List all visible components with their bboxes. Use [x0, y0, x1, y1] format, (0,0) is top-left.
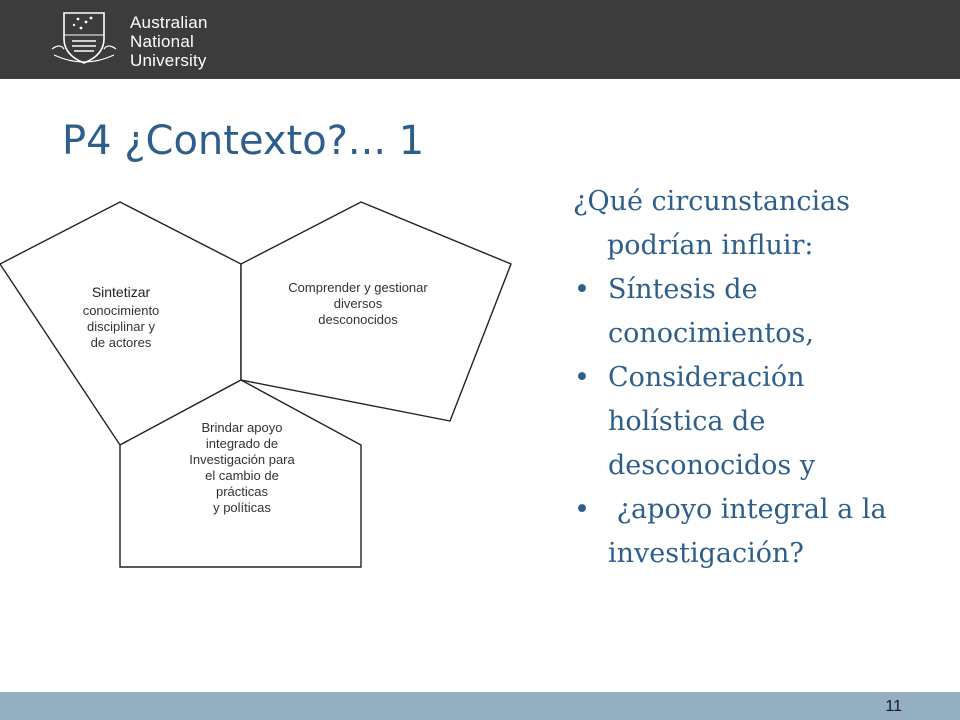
- bullet-dot: •: [574, 362, 590, 393]
- left-panel-heading: Sintetizar: [91, 284, 151, 300]
- bottom-panel-line-6: y políticas: [213, 500, 271, 515]
- bullet-item: [570, 488, 940, 576]
- bottom-panel-label: [162, 420, 322, 516]
- bullet-item: [570, 268, 940, 356]
- bullet-dot: •: [574, 274, 590, 305]
- intro-line-1: ¿Qué circunstancias: [573, 186, 851, 217]
- bullet-1-line-1: Síntesis de: [608, 274, 758, 305]
- left-panel-line-1: conocimiento: [82, 303, 160, 318]
- bottom-panel-line-5: prácticas: [215, 484, 269, 499]
- bullet-2-line-2: holística de: [608, 406, 766, 437]
- university-logo-text: [130, 13, 208, 70]
- bullet-2-line-1: Consideración: [608, 362, 805, 393]
- right-panel-line-1: Comprender y gestionar: [288, 280, 428, 295]
- bullet-3-line-2: investigación?: [608, 538, 804, 569]
- intro-text: [570, 180, 940, 268]
- left-panel-line-2: disciplinar y: [87, 319, 155, 334]
- left-panel-label: [62, 284, 180, 351]
- right-panel-label: [258, 280, 458, 328]
- bullet-item: [570, 356, 940, 488]
- bottom-panel-line-4: el cambio de: [205, 468, 279, 483]
- bullet-2-line-3: desconocidos y: [608, 450, 816, 481]
- bottom-panel-line-3: Investigación para: [189, 452, 295, 467]
- body-text: [570, 180, 940, 576]
- logo-line-3: University: [130, 51, 207, 70]
- slide-title: P4 ¿Contexto?... 1: [62, 118, 425, 164]
- bottom-panel-line-1: Brindar apoyo: [201, 420, 283, 435]
- bullet-1-line-2: conocimientos,: [608, 318, 814, 349]
- logo-line-1: Australian: [130, 13, 208, 32]
- left-panel-line-3: de actores: [90, 335, 152, 350]
- bottom-panel-line-2: integrado de: [205, 436, 279, 451]
- header-bar: [0, 0, 960, 79]
- anu-crest-icon: [48, 9, 120, 67]
- right-panel-line-2: diversos: [333, 296, 383, 311]
- page-number: 11: [885, 698, 902, 715]
- logo-line-2: National: [130, 32, 194, 51]
- bullet-dot: •: [574, 494, 590, 525]
- footer-bar: [0, 692, 960, 720]
- intro-line-2: podrían influir:: [607, 230, 814, 261]
- right-panel-line-3: desconocidos: [318, 312, 398, 327]
- bullet-3-line-1: ¿apoyo integral a la: [608, 494, 887, 525]
